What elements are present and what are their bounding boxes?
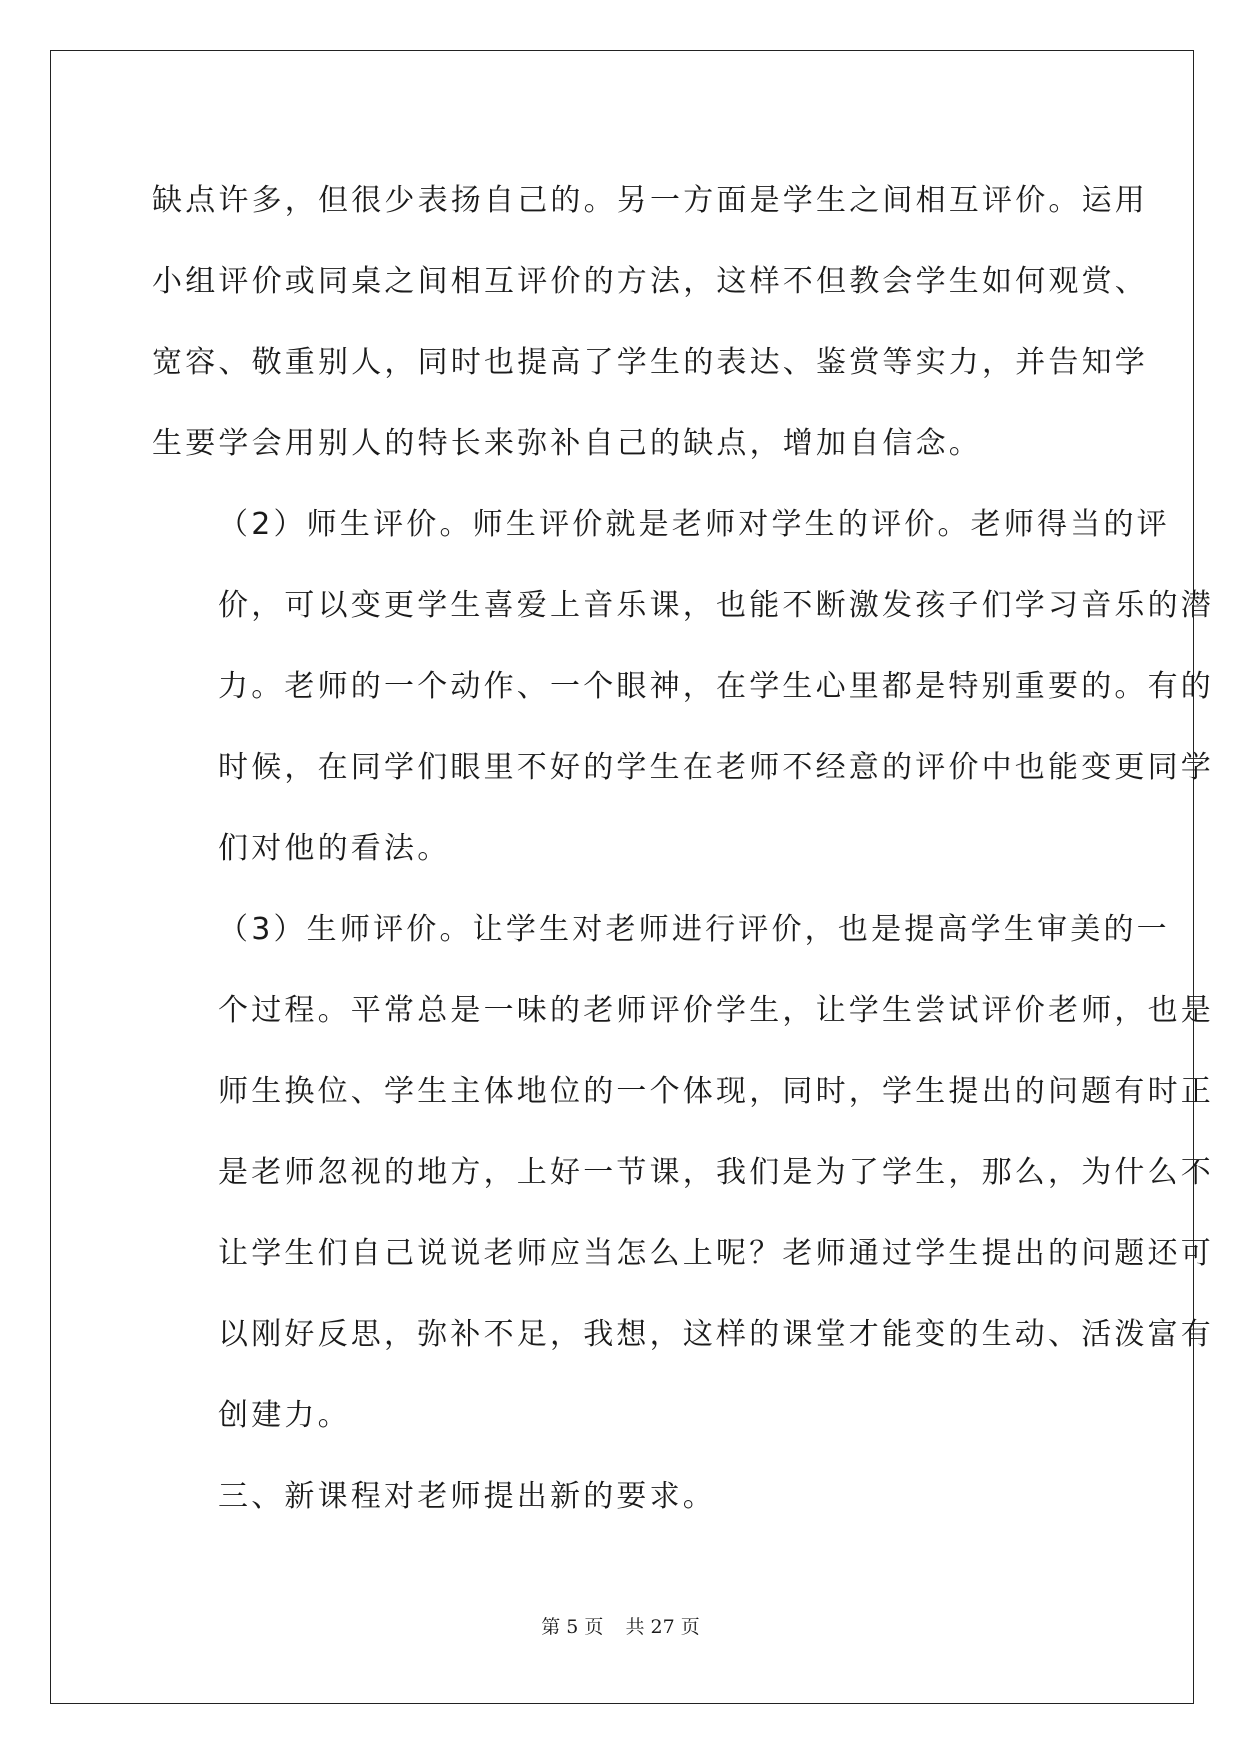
text-line: 时候，在同学们眼里不好的学生在老师不经意的评价中也能变更同学 bbox=[218, 750, 1214, 785]
text-line: （2）师生评价。师生评价就是老师对学生的评价。老师得当的评 bbox=[218, 507, 1170, 542]
text-line: 宽容、敬重别人，同时也提高了学生的表达、鉴赏等实力，并告知学 bbox=[152, 345, 1148, 380]
text-line: 师生换位、学生主体地位的一个体现，同时，学生提出的问题有时正 bbox=[218, 1074, 1214, 1109]
paragraph-peer-evaluation bbox=[152, 160, 1148, 484]
text-line: 缺点许多，但很少表扬自己的。另一方面是学生之间相互评价。运用 bbox=[152, 183, 1148, 218]
text-line: 三、新课程对老师提出新的要求。 bbox=[218, 1479, 716, 1514]
document-body bbox=[152, 160, 1214, 1537]
text-line: 是老师忽视的地方，上好一节课，我们是为了学生，那么，为什么不 bbox=[218, 1155, 1214, 1190]
paragraph-teacher-evaluation bbox=[152, 484, 1214, 889]
text-line: 个过程。平常总是一味的老师评价学生，让学生尝试评价老师，也是 bbox=[218, 993, 1214, 1028]
page-number: 第 5 页 bbox=[541, 1616, 604, 1638]
text-line: 生要学会用别人的特长来弥补自己的缺点，增加自信念。 bbox=[152, 426, 982, 461]
text-line: 小组评价或同桌之间相互评价的方法，这样不但教会学生如何观赏、 bbox=[152, 264, 1148, 299]
paragraph-student-evaluation bbox=[152, 889, 1214, 1456]
text-line: 创建力。 bbox=[218, 1398, 351, 1433]
page-footer bbox=[0, 1612, 1241, 1639]
section-heading bbox=[152, 1456, 1088, 1537]
text-line: 以刚好反思，弥补不足，我想，这样的课堂才能变的生动、活泼富有 bbox=[218, 1317, 1214, 1352]
text-line: （3）生师评价。让学生对老师进行评价，也是提高学生审美的一 bbox=[218, 912, 1170, 947]
text-line: 力。老师的一个动作、一个眼神，在学生心里都是特别重要的。有的 bbox=[218, 669, 1214, 704]
text-line: 们对他的看法。 bbox=[218, 831, 451, 866]
page-total: 共 27 页 bbox=[625, 1616, 700, 1638]
text-line: 让学生们自己说说老师应当怎么上呢？老师通过学生提出的问题还可 bbox=[218, 1236, 1214, 1271]
text-line: 价，可以变更学生喜爱上音乐课，也能不断激发孩子们学习音乐的潜 bbox=[218, 588, 1214, 623]
